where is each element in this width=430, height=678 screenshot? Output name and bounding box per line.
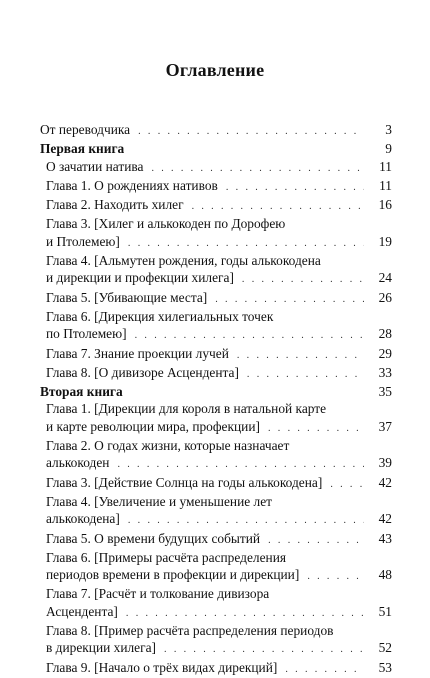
toc-entry-line bbox=[46, 269, 392, 288]
dot-leader bbox=[226, 179, 364, 196]
dot-leader bbox=[307, 568, 364, 585]
toc-entry-line bbox=[46, 530, 392, 549]
toc-entry-line bbox=[46, 158, 392, 177]
toc-entry[interactable] bbox=[40, 158, 392, 177]
page-number: 35 bbox=[378, 384, 392, 400]
toc-entry[interactable] bbox=[40, 530, 392, 549]
page-number: 53 bbox=[378, 659, 392, 675]
toc-entry[interactable] bbox=[40, 437, 392, 474]
page-number: 37 bbox=[378, 418, 392, 434]
page-number: 52 bbox=[378, 640, 392, 656]
toc-entry-line bbox=[46, 325, 392, 344]
toc-entry-title: О зачатии натива bbox=[46, 158, 144, 174]
dot-leader bbox=[237, 347, 364, 364]
page-number: 39 bbox=[378, 455, 392, 471]
toc-entry-title: Глава 1. [Дирекции для короля в натальной карте bbox=[46, 401, 327, 417]
dot-leader bbox=[268, 420, 364, 437]
toc-entry-line bbox=[46, 418, 392, 437]
toc-entry-line bbox=[46, 566, 392, 585]
dot-leader bbox=[285, 661, 364, 678]
toc-entry-line bbox=[46, 400, 392, 417]
toc-entry-title: по Птолемею] bbox=[46, 326, 127, 342]
toc-entry[interactable] bbox=[40, 345, 392, 364]
toc-entry-line bbox=[40, 140, 392, 157]
dot-leader bbox=[117, 456, 364, 473]
toc-entry-line bbox=[46, 196, 392, 215]
toc-entry-title: и дирекции и профекции хилега] bbox=[46, 270, 234, 286]
toc-entry-title: Глава 1. О рождениях нативов bbox=[46, 177, 218, 193]
page-number: 3 bbox=[385, 122, 392, 137]
dot-leader bbox=[247, 366, 364, 383]
toc-entry-line bbox=[46, 308, 392, 325]
page-title: Оглавление bbox=[165, 60, 265, 80]
toc-entry-line bbox=[46, 603, 392, 622]
toc-entry-line bbox=[46, 215, 392, 232]
page-number: 42 bbox=[378, 474, 392, 490]
toc-entry[interactable] bbox=[40, 474, 392, 493]
toc-entry-line bbox=[46, 585, 392, 602]
toc-entry-title: Глава 5. [Убивающие места] bbox=[46, 289, 208, 305]
toc-entry[interactable] bbox=[40, 659, 392, 678]
toc-entry-line bbox=[46, 549, 392, 566]
toc-entry[interactable] bbox=[40, 622, 392, 659]
toc-entry-title: Глава 8. [О дивизоре Асцендента] bbox=[46, 364, 239, 380]
toc-entry-title: Глава 3. [Действие Солнца на годы алькокодена] bbox=[46, 474, 323, 490]
toc-entry[interactable] bbox=[40, 177, 392, 196]
toc-entry-line bbox=[46, 474, 392, 493]
toc-entry-title: Первая книга bbox=[40, 141, 125, 157]
toc-entry-line bbox=[46, 639, 392, 658]
page-number: 28 bbox=[378, 326, 392, 342]
toc-entry-line bbox=[46, 659, 392, 678]
table-of-contents bbox=[40, 121, 392, 678]
page-number: 11 bbox=[379, 158, 392, 174]
toc-entry-line bbox=[46, 345, 392, 364]
toc-entry[interactable] bbox=[40, 585, 392, 622]
toc-entry-line bbox=[46, 437, 392, 454]
toc-entry-line bbox=[46, 233, 392, 252]
dot-leader bbox=[128, 235, 364, 252]
page-number: 24 bbox=[378, 270, 392, 286]
toc-entry[interactable] bbox=[40, 549, 392, 586]
toc-entry[interactable] bbox=[40, 121, 392, 140]
toc-entry-title: Асцендента] bbox=[46, 603, 118, 619]
page-number: 48 bbox=[378, 567, 392, 583]
toc-entry-title: Глава 2. Находить хилег bbox=[46, 197, 184, 213]
page-number: 42 bbox=[378, 511, 392, 527]
toc-entry-title: и карте революции мира, профекции] bbox=[46, 418, 260, 434]
toc-entry[interactable] bbox=[40, 215, 392, 252]
page-number: 19 bbox=[378, 233, 392, 249]
dot-leader bbox=[215, 291, 364, 308]
toc-entry[interactable] bbox=[40, 493, 392, 530]
toc-entry-title: Глава 9. [Начало о трёх видах дирекций] bbox=[46, 659, 278, 675]
toc-entry-title: Глава 3. [Хилег и алькокоден по Дорофею bbox=[46, 216, 286, 232]
dot-leader bbox=[135, 327, 364, 344]
toc-entry[interactable] bbox=[40, 196, 392, 215]
toc-entry-line bbox=[46, 454, 392, 473]
toc-entry-title: Глава 4. [Альмутен рождения, годы алькокодена bbox=[46, 253, 321, 269]
toc-entry-line bbox=[46, 252, 392, 269]
toc-entry[interactable] bbox=[40, 289, 392, 308]
toc-entry-title: Глава 7. [Расчёт и толкование дивизора bbox=[46, 586, 270, 602]
toc-entry-title: и Птолемею] bbox=[46, 233, 120, 249]
dot-leader bbox=[268, 532, 364, 549]
page-number: 11 bbox=[379, 177, 392, 193]
toc-entry-title: Вторая книга bbox=[40, 384, 123, 400]
toc-entry-line bbox=[46, 289, 392, 308]
toc-entry-title: алькокоден bbox=[46, 455, 110, 471]
dot-leader bbox=[138, 123, 364, 140]
toc-entry-title: От переводчика bbox=[40, 122, 131, 137]
toc-entry[interactable] bbox=[40, 252, 392, 289]
dot-leader bbox=[128, 512, 364, 529]
toc-entry-line bbox=[46, 510, 392, 529]
toc-entry-title: Глава 7. Знание проекции лучей bbox=[46, 345, 229, 361]
toc-entry-line bbox=[40, 121, 392, 140]
toc-entry[interactable] bbox=[40, 308, 392, 345]
toc-entry-title: Глава 6. [Примеры расчёта распределения bbox=[46, 549, 287, 565]
dot-leader bbox=[330, 476, 364, 493]
toc-entry-line bbox=[40, 383, 392, 400]
page-number: 29 bbox=[378, 345, 392, 361]
toc-entry-title: Глава 5. О времени будущих событий bbox=[46, 530, 261, 546]
toc-entry-title: периодов времени в профекции и дирекции] bbox=[46, 567, 300, 583]
toc-entry-line bbox=[46, 364, 392, 383]
toc-entry-line bbox=[46, 177, 392, 196]
page-number: 26 bbox=[378, 289, 392, 305]
toc-entry-line bbox=[46, 622, 392, 639]
page-number: 51 bbox=[378, 603, 392, 619]
toc-entry-title: в дирекции хилега] bbox=[46, 640, 157, 656]
dot-leader bbox=[192, 198, 364, 215]
toc-entry-title: Глава 4. [Увеличение и уменьшение лет bbox=[46, 493, 273, 509]
dot-leader bbox=[151, 160, 364, 177]
toc-entry-line bbox=[46, 493, 392, 510]
toc-entry-title: Глава 8. [Пример расчёта распределения периодов bbox=[46, 623, 334, 639]
dot-leader bbox=[126, 605, 364, 622]
page-number: 43 bbox=[378, 530, 392, 546]
page-number: 9 bbox=[385, 141, 392, 157]
toc-entry-title: Глава 2. О годах жизни, которые назначает bbox=[46, 438, 290, 454]
page-number: 33 bbox=[378, 364, 392, 380]
dot-leader bbox=[242, 271, 364, 288]
toc-entry[interactable] bbox=[40, 140, 392, 157]
toc-entry-title: алькокодена] bbox=[46, 511, 120, 527]
toc-entry-title: Глава 6. [Дирекция хилегиальных точек bbox=[46, 308, 274, 324]
page-number: 16 bbox=[378, 197, 392, 213]
toc-entry[interactable] bbox=[40, 364, 392, 383]
toc-entry[interactable] bbox=[40, 400, 392, 437]
toc-entry[interactable] bbox=[40, 383, 392, 400]
